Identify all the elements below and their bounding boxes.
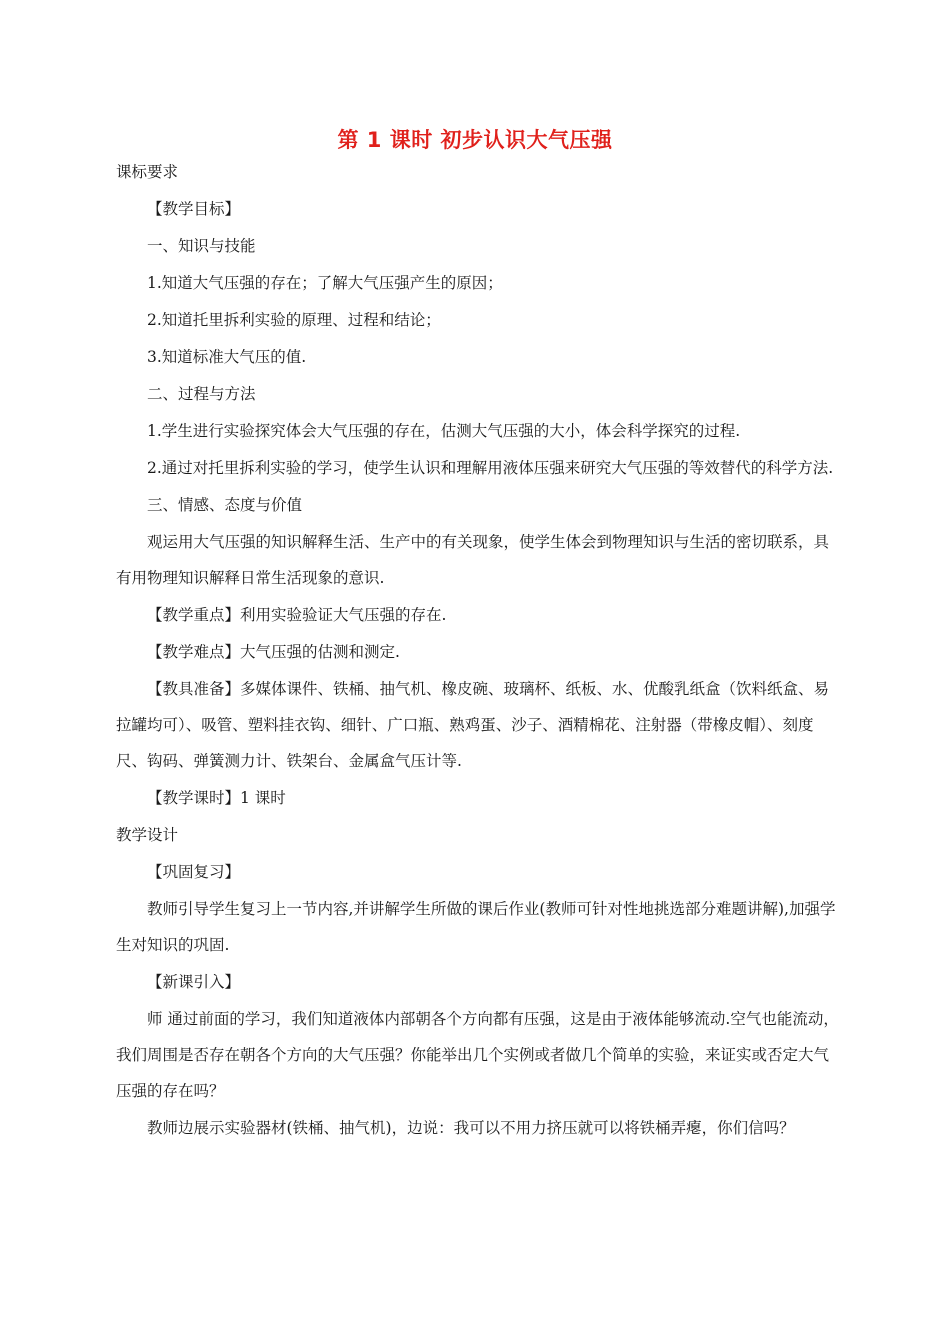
text-line: 【教学难点】大气压强的估测和测定. xyxy=(147,643,400,661)
text-line: 【巩固复习】 xyxy=(147,863,241,881)
text-line: 1.知道大气压强的存在；了解大气压强产生的原因； xyxy=(147,274,503,292)
text-line: 【教学重点】利用实验验证大气压强的存在. xyxy=(147,606,447,624)
text-line: 2.通过对托里拆利实验的学习，使学生认识和理解用液体压强来研究大气压强的等效替代的科学方法. xyxy=(147,459,834,477)
text-line: 教学设计 xyxy=(116,826,179,844)
page-title: 第 1 课时 初步认识大气压强 xyxy=(337,128,613,152)
text-line: 师 通过前面的学习，我们知道液体内部朝各个方向都有压强，这是由于液体能够流动.空气也能流动，我们周围是否存在朝各个方向的大气压强？你能举出几个实例或者做几个简单的实验，来证实或否定大气压强的存在吗？ xyxy=(116,1010,839,1100)
text-line: 三、情感、态度与价值 xyxy=(147,496,303,514)
text-line: 1.学生进行实验探究体会大气压强的存在，估测大气压强的大小，体会科学探究的过程. xyxy=(147,422,741,440)
text-line: 【教具准备】多媒体课件、铁桶、抽气机、橡皮碗、玻璃杯、纸板、水、优酸乳纸盒（饮料纸盒、易拉罐均可）、吸管、塑料挂衣钩、细针、广口瓶、熟鸡蛋、沙子、酒精棉花、注射器（带橡皮帽）、刻度尺、钩码、弹簧测力计、铁架台、金属盒气压计等. xyxy=(116,680,830,770)
text-line: 【教学目标】 xyxy=(147,200,241,218)
text-line: 3.知道标准大气压的值. xyxy=(147,348,307,366)
text-line: 一、知识与技能 xyxy=(147,237,256,255)
text-line: 2.知道托里拆利实验的原理、过程和结论； xyxy=(147,311,441,329)
text-line: 【教学课时】1 课时 xyxy=(147,789,286,807)
text-line: 教师边展示实验器材(铁桶、抽气机)，边说：我可以不用力挤压就可以将铁桶弄瘪，你们信吗？ xyxy=(147,1119,795,1137)
text-line: 【新课引入】 xyxy=(147,973,241,991)
text-line: 课标要求 xyxy=(116,163,179,181)
text-line: 二、过程与方法 xyxy=(147,385,256,403)
text-line: 教师引导学生复习上一节内容,并讲解学生所做的课后作业(教师可针对性地挑选部分难题讲解),加强学生对知识的巩固. xyxy=(116,900,836,954)
text-line: 观运用大气压强的知识解释生活、生产中的有关现象，使学生体会到物理知识与生活的密切联系，具有用物理知识解释日常生活现象的意识. xyxy=(116,533,830,587)
document-body xyxy=(116,160,844,1153)
